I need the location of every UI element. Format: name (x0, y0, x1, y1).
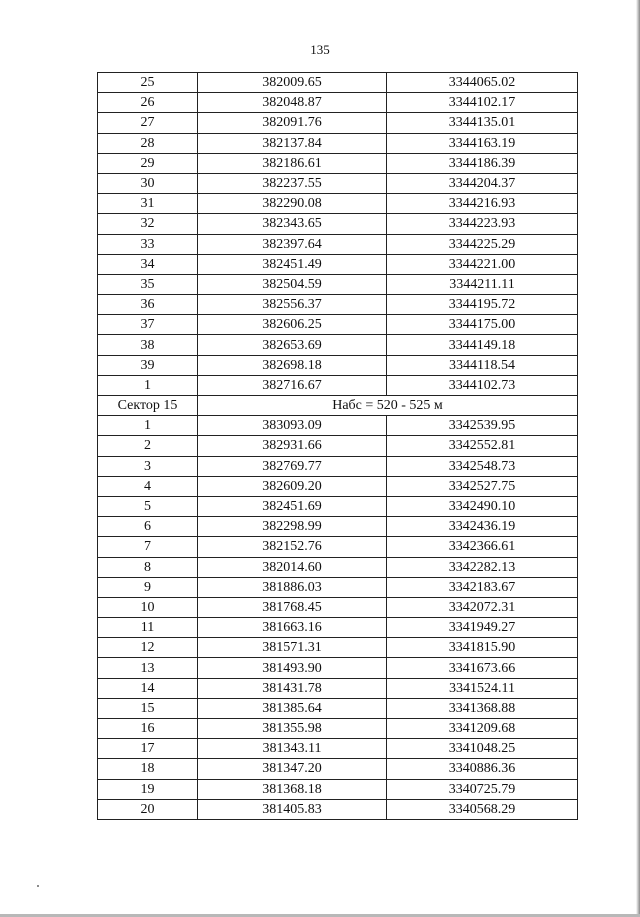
table-row (98, 638, 578, 658)
coord-x-cell: 382152.76 (198, 537, 387, 557)
table-row (98, 759, 578, 779)
table-row (98, 214, 578, 234)
point-number-cell: 29 (98, 153, 198, 173)
coord-y-cell: 3341048.25 (387, 739, 578, 759)
point-number-cell: 27 (98, 113, 198, 133)
table-row (98, 73, 578, 93)
table-row (98, 436, 578, 456)
point-number-cell: 13 (98, 658, 198, 678)
table-row (98, 456, 578, 476)
coord-x-cell: 382290.08 (198, 194, 387, 214)
coord-x-cell: 382048.87 (198, 93, 387, 113)
point-number-cell: 19 (98, 779, 198, 799)
point-number-cell: 5 (98, 496, 198, 516)
coord-y-cell: 3344186.39 (387, 153, 578, 173)
coord-x-cell: 382653.69 (198, 335, 387, 355)
table-row (98, 153, 578, 173)
coord-y-cell: 3342527.75 (387, 476, 578, 496)
coord-x-cell: 382343.65 (198, 214, 387, 234)
table-row (98, 577, 578, 597)
coord-x-cell: 382606.25 (198, 315, 387, 335)
coord-y-cell: 3340568.29 (387, 799, 578, 819)
table-row (98, 618, 578, 638)
coord-x-cell: 381663.16 (198, 618, 387, 638)
table-row (98, 355, 578, 375)
point-number-cell: 14 (98, 678, 198, 698)
coord-y-cell: 3344195.72 (387, 295, 578, 315)
point-number-cell: 30 (98, 173, 198, 193)
coord-y-cell: 3344149.18 (387, 335, 578, 355)
scan-speck (37, 885, 39, 887)
point-number-cell: 8 (98, 557, 198, 577)
table-row (98, 375, 578, 395)
point-number-cell: 9 (98, 577, 198, 597)
coord-y-cell: 3344204.37 (387, 173, 578, 193)
coord-x-cell: 382716.67 (198, 375, 387, 395)
coord-x-cell: 382451.69 (198, 496, 387, 516)
coord-y-cell: 3341673.66 (387, 658, 578, 678)
coord-y-cell: 3342282.13 (387, 557, 578, 577)
table-row (98, 234, 578, 254)
coord-x-cell: 382609.20 (198, 476, 387, 496)
coord-y-cell: 3342548.73 (387, 456, 578, 476)
table-row (98, 315, 578, 335)
point-number-cell: 2 (98, 436, 198, 456)
table-row (98, 133, 578, 153)
point-number-cell: 37 (98, 315, 198, 335)
table-row (98, 194, 578, 214)
coord-x-cell: 382931.66 (198, 436, 387, 456)
point-number-cell: 20 (98, 799, 198, 819)
coord-x-cell: 381347.20 (198, 759, 387, 779)
coord-x-cell: 382504.59 (198, 274, 387, 294)
coord-y-cell: 3344175.00 (387, 315, 578, 335)
sector-label: Сектор 15 (98, 396, 198, 416)
coord-x-cell: 381886.03 (198, 577, 387, 597)
point-number-cell: 32 (98, 214, 198, 234)
point-number-cell: 38 (98, 335, 198, 355)
point-number-cell: 36 (98, 295, 198, 315)
point-number-cell: 7 (98, 537, 198, 557)
point-number-cell: 15 (98, 698, 198, 718)
coord-x-cell: 382769.77 (198, 456, 387, 476)
table-row (98, 658, 578, 678)
coord-y-cell: 3342072.31 (387, 597, 578, 617)
coord-y-cell: 3342552.81 (387, 436, 578, 456)
sector-header-row (98, 396, 578, 416)
coord-y-cell: 3344223.93 (387, 214, 578, 234)
coord-x-cell: 382186.61 (198, 153, 387, 173)
point-number-cell: 33 (98, 234, 198, 254)
coord-y-cell: 3341368.88 (387, 698, 578, 718)
point-number-cell: 1 (98, 416, 198, 436)
coord-x-cell: 382237.55 (198, 173, 387, 193)
coord-x-cell: 382091.76 (198, 113, 387, 133)
coord-x-cell: 382698.18 (198, 355, 387, 375)
coord-y-cell: 3341949.27 (387, 618, 578, 638)
coord-y-cell: 3344163.19 (387, 133, 578, 153)
coord-x-cell: 381493.90 (198, 658, 387, 678)
coord-y-cell: 3344135.01 (387, 113, 578, 133)
point-number-cell: 18 (98, 759, 198, 779)
coord-y-cell: 3344102.73 (387, 375, 578, 395)
page-number: 135 (310, 42, 330, 57)
point-number-cell: 10 (98, 597, 198, 617)
coord-x-cell: 382298.99 (198, 517, 387, 537)
coord-y-cell: 3344216.93 (387, 194, 578, 214)
coord-y-cell: 3342436.19 (387, 517, 578, 537)
point-number-cell: 16 (98, 719, 198, 739)
coord-x-cell: 382397.64 (198, 234, 387, 254)
table-row (98, 416, 578, 436)
table-row (98, 739, 578, 759)
coord-x-cell: 382137.84 (198, 133, 387, 153)
coord-y-cell: 3344118.54 (387, 355, 578, 375)
coord-y-cell: 3340725.79 (387, 779, 578, 799)
scan-edge-shadow (636, 0, 640, 917)
coord-x-cell: 382014.60 (198, 557, 387, 577)
coord-x-cell: 382451.49 (198, 254, 387, 274)
point-number-cell: 6 (98, 517, 198, 537)
coord-y-cell: 3344221.00 (387, 254, 578, 274)
point-number-cell: 4 (98, 476, 198, 496)
coord-x-cell: 381355.98 (198, 719, 387, 739)
coord-x-cell: 382556.37 (198, 295, 387, 315)
coord-y-cell: 3344065.02 (387, 73, 578, 93)
coord-y-cell: 3344211.11 (387, 274, 578, 294)
coord-x-cell: 381571.31 (198, 638, 387, 658)
coord-x-cell: 381405.83 (198, 799, 387, 819)
table-row (98, 173, 578, 193)
table-row (98, 517, 578, 537)
point-number-cell: 11 (98, 618, 198, 638)
table-row (98, 113, 578, 133)
coord-x-cell: 381343.11 (198, 739, 387, 759)
coord-y-cell: 3342183.67 (387, 577, 578, 597)
point-number-cell: 34 (98, 254, 198, 274)
table-row (98, 597, 578, 617)
coord-x-cell: 382009.65 (198, 73, 387, 93)
table-row (98, 254, 578, 274)
coord-y-cell: 3341815.90 (387, 638, 578, 658)
coord-x-cell: 381385.64 (198, 698, 387, 718)
point-number-cell: 31 (98, 194, 198, 214)
coord-y-cell: 3341524.11 (387, 678, 578, 698)
table-row (98, 537, 578, 557)
table-row (98, 93, 578, 113)
point-number-cell: 28 (98, 133, 198, 153)
table-row (98, 557, 578, 577)
coord-y-cell: 3342539.95 (387, 416, 578, 436)
coord-y-cell: 3342490.10 (387, 496, 578, 516)
point-number-cell: 39 (98, 355, 198, 375)
point-number-cell: 12 (98, 638, 198, 658)
point-number-cell: 25 (98, 73, 198, 93)
coord-y-cell: 3344225.29 (387, 234, 578, 254)
table-row (98, 335, 578, 355)
table-row (98, 779, 578, 799)
coordinates-table-body (98, 73, 578, 820)
sector-elevation-note: Набс = 520 - 525 м (198, 396, 578, 416)
point-number-cell: 35 (98, 274, 198, 294)
table-row (98, 496, 578, 516)
point-number-cell: 26 (98, 93, 198, 113)
point-number-cell: 3 (98, 456, 198, 476)
coord-x-cell: 381431.78 (198, 678, 387, 698)
table-row (98, 799, 578, 819)
coord-x-cell: 381768.45 (198, 597, 387, 617)
table-row (98, 295, 578, 315)
coordinates-table (97, 72, 578, 820)
table-row (98, 698, 578, 718)
point-number-cell: 1 (98, 375, 198, 395)
coord-y-cell: 3344102.17 (387, 93, 578, 113)
coord-y-cell: 3342366.61 (387, 537, 578, 557)
coord-y-cell: 3340886.36 (387, 759, 578, 779)
table-row (98, 476, 578, 496)
table-row (98, 678, 578, 698)
coord-x-cell: 383093.09 (198, 416, 387, 436)
coord-x-cell: 381368.18 (198, 779, 387, 799)
table-row (98, 719, 578, 739)
table-row (98, 274, 578, 294)
point-number-cell: 17 (98, 739, 198, 759)
coord-y-cell: 3341209.68 (387, 719, 578, 739)
